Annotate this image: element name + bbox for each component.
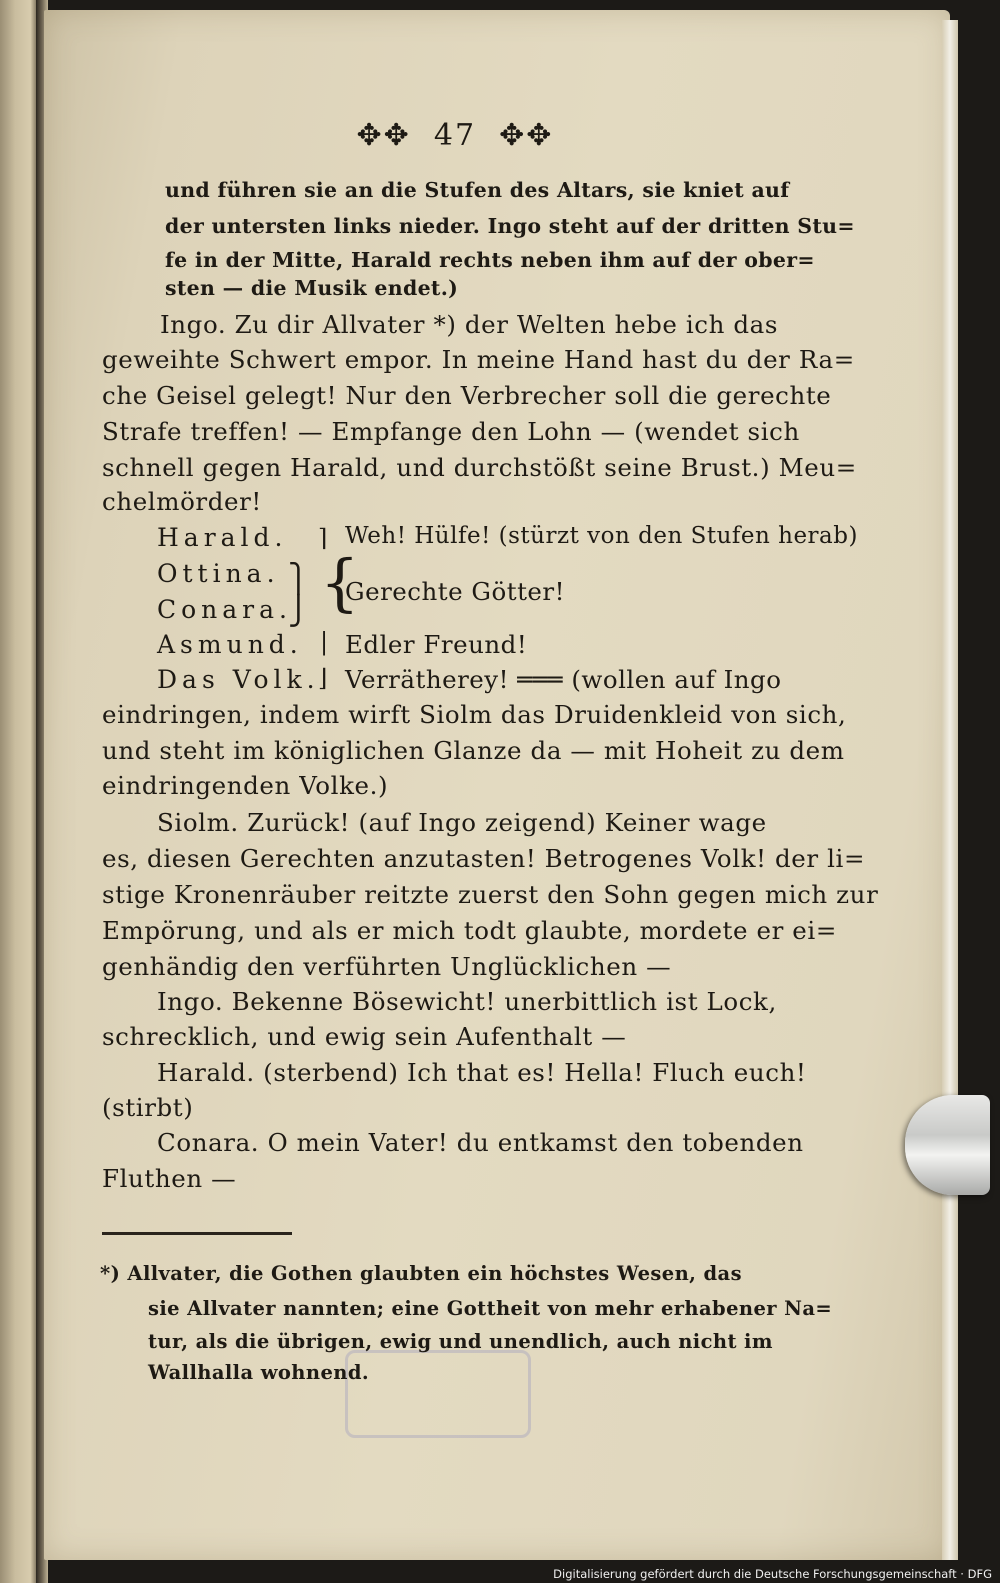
left-page-edge — [0, 0, 38, 1583]
volk-direction-line: eindringenden Volke.) — [102, 771, 389, 800]
stage-direction-line: der untersten links nieder. Ingo steht auf der dritten Stu= — [165, 214, 855, 238]
cast-line: Weh! Hülfe! (stürzt von den Stufen herab) — [345, 523, 858, 549]
brace-mark: | — [320, 628, 329, 656]
page-header — [355, 118, 555, 153]
cast-name: Ottina. — [157, 559, 280, 588]
conara-speech-line: Fluthen — — [102, 1164, 237, 1193]
brace-mark: { — [320, 546, 360, 619]
stage-direction-line: sten — die Musik endet.) — [165, 276, 459, 300]
ingo-speech-line: che Geisel gelegt! Nur den Verbrecher soll die gerechte — [102, 381, 832, 410]
brace-mark: ⌉ — [318, 524, 328, 552]
cast-line: Edler Freund! — [345, 630, 528, 659]
page-number: 47 — [433, 118, 477, 153]
page-stack-edge — [942, 20, 958, 1560]
footnote-line: Wallhalla wohnend. — [148, 1361, 370, 1384]
cast-line: Gerechte Götter! — [345, 577, 565, 606]
ingo-speech-line: schnell gegen Harald, und durchstößt seine Brust.) Meu= — [102, 453, 857, 482]
page-clip — [905, 1095, 990, 1195]
ingo-speech-line: Strafe treffen! — Empfange den Lohn — (wendet sich — [102, 417, 800, 446]
cast-name: Harald. — [157, 523, 288, 552]
footnote-line: *) Allvater, die Gothen glaubten ein höchstes Wesen, das — [100, 1262, 742, 1285]
library-stamp — [345, 1350, 531, 1438]
header-ornament-right: ✥✥ — [499, 118, 554, 153]
footnote-line: sie Allvater nannten; eine Gottheit von mehr erhabener Na= — [148, 1297, 833, 1320]
cast-line: Verrätherey! ═══ (wollen auf Ingo — [345, 665, 782, 694]
ingo-speech-line: chelmörder! — [102, 487, 262, 516]
digitization-credit: Digitalisierung gefördert durch die Deutsche Forschungsgemeinschaft · DFG — [553, 1567, 992, 1581]
siolm-speech-line: genhändig den verführten Unglücklichen — — [102, 952, 672, 981]
harald-speech-line: Harald. (sterbend) Ich that es! Hella! Fluch euch! — [157, 1058, 807, 1087]
siolm-speech-line: es, diesen Gerechten anzutasten! Betrogenes Volk! der li= — [102, 844, 866, 873]
conara-speech-line: Conara. O mein Vater! du entkamst den tobenden — [157, 1128, 804, 1157]
footnote-line: tur, als die übrigen, ewig und unendlich, auch nicht im — [148, 1330, 773, 1353]
siolm-speech-line: Empörung, und als er mich todt glaubte, mordete er ei= — [102, 916, 837, 945]
volk-direction-line: und steht im königlichen Glanze da — mit Hoheit zu dem — [102, 736, 845, 765]
brace-mark: ⎭ — [288, 594, 309, 627]
header-ornament-left: ✥✥ — [356, 118, 411, 153]
footnote-rule — [102, 1232, 292, 1235]
cast-name: Conara. — [157, 595, 292, 624]
cast-name: Asmund. — [157, 630, 303, 659]
ingo-speech-line: Ingo. Zu dir Allvater *) der Welten hebe ich das — [160, 310, 779, 339]
ingo-speech-line: geweihte Schwert empor. In meine Hand hast du der Ra= — [102, 345, 855, 374]
ingo-speech2-line: Ingo. Bekenne Bösewicht! unerbittlich ist Lock, — [157, 987, 777, 1016]
ingo-speech2-line: schrecklich, und ewig sein Aufenthalt — — [102, 1022, 627, 1051]
volk-direction-line: eindringen, indem wirft Siolm das Druidenkleid von sich, — [102, 700, 847, 729]
stage-direction-line: und führen sie an die Stufen des Altars, sie kniet auf — [165, 178, 790, 202]
brace-mark: ⌋ — [318, 664, 328, 692]
cast-name: Das Volk. — [157, 665, 320, 694]
siolm-speech-line: stige Kronenräuber reitzte zuerst den Sohn gegen mich zur — [102, 880, 879, 909]
siolm-speech-line: Siolm. Zurück! (auf Ingo zeigend) Keiner wage — [157, 808, 767, 837]
harald-speech-line: (stirbt) — [102, 1093, 194, 1122]
stage-direction-line: fe in der Mitte, Harald rechts neben ihm auf der ober= — [165, 248, 815, 272]
brace-mark: ⎫ — [288, 562, 309, 595]
